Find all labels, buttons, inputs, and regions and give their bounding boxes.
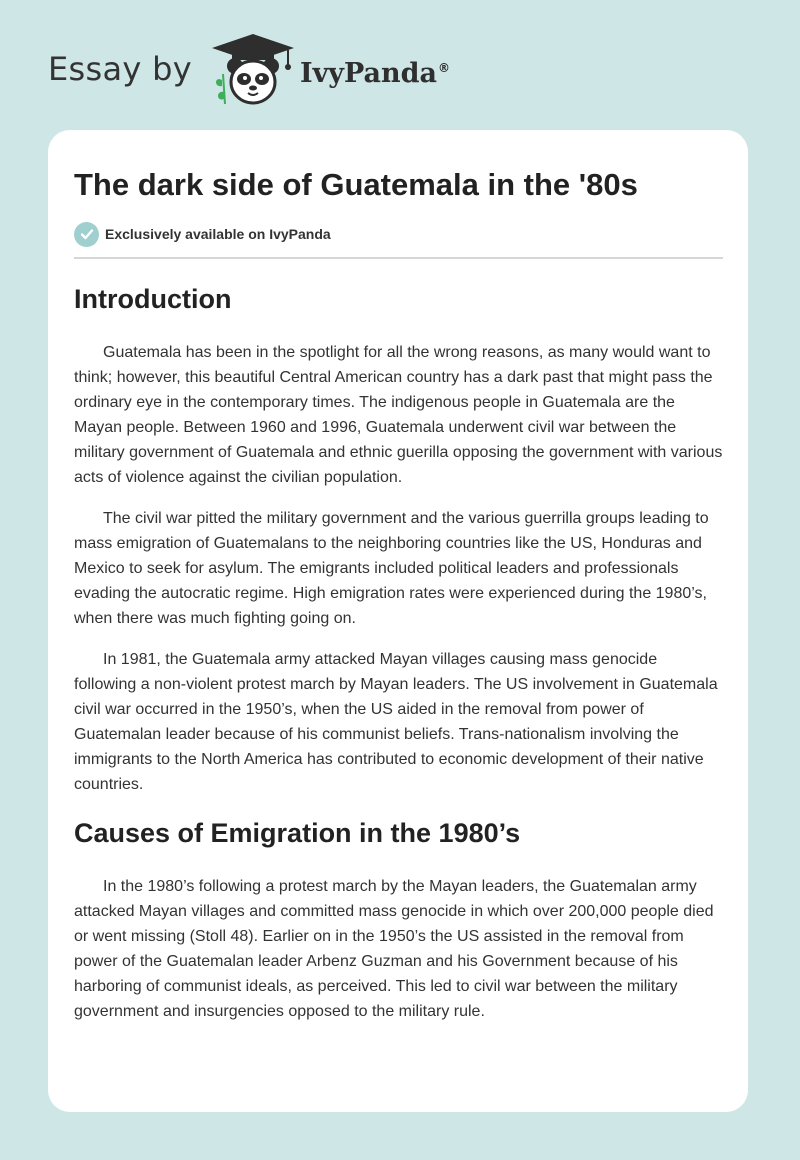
- panda-graduate-logo-icon: [208, 30, 298, 110]
- paragraph: Guatemala has been in the spotlight for all the wrong reasons, as many would want to think; however, this beautiful Central American country has a dark past that might pass the ordinary eye in the contemporary times. The indigenous people in Guatemala are the Mayan people. Between 1960 and 1996, Guatemala underwent civil war between the military government of Guatemala and ethnic guerilla opposing the government with various acts of violence against the civilian population.: [74, 344, 723, 486]
- essay-by-label: Essay by: [48, 50, 192, 88]
- paragraph: In 1981, the Guatemala army attacked Mayan villages causing mass genocide following a non-violent protest march by Mayan leaders. The US involvement in Guatemala civil war occurred in the 1950’s, when the US aided in the removal from power of Guatemalan leader because of his communist beliefs. Trans-nationalism involving the immigrants to the North America has contributed to economic development of their native countries.: [74, 651, 718, 793]
- section-heading-causes: Causes of Emigration in the 1980’s: [74, 818, 521, 848]
- exclusive-badge: [74, 221, 723, 247]
- ivypanda-logo[interactable]: [208, 30, 450, 110]
- title-divider: [74, 257, 723, 259]
- essay-card: [48, 130, 748, 1112]
- check-icon: [74, 222, 99, 247]
- site-header: [48, 30, 450, 110]
- paragraph: In the 1980’s following a protest march by the Mayan leaders, the Guatemalan army attacked Mayan villages and committed mass genocide in which over 200,000 people died or went missing (Stoll 48). Earlier on in the 1950’s the US assisted in the removal from power of the Guatemalan leader Arbenz Guzman and his Government because of his harboring of communist ideals, as perceived. This led to civil war between the military government and insurgencies opposed to the military rule.: [74, 878, 714, 1020]
- section-heading-introduction: Introduction: [74, 284, 232, 314]
- essay-title: The dark side of Guatemala in the '80s: [74, 167, 638, 202]
- paragraph: The civil war pitted the military government and the various guerrilla groups leading to mass emigration of Guatemalans to the neighboring countries like the US, Honduras and Mexico to seek for asylum. The emigrants included political leaders and professionals evading the autocratic regime. High emigration rates were experienced during the 1980’s, when there was much fighting going on.: [74, 510, 709, 627]
- exclusive-label: Exclusively available on IvyPanda: [105, 226, 331, 242]
- essay-content: [74, 130, 723, 1024]
- brand-name: IvyPanda®: [299, 57, 451, 89]
